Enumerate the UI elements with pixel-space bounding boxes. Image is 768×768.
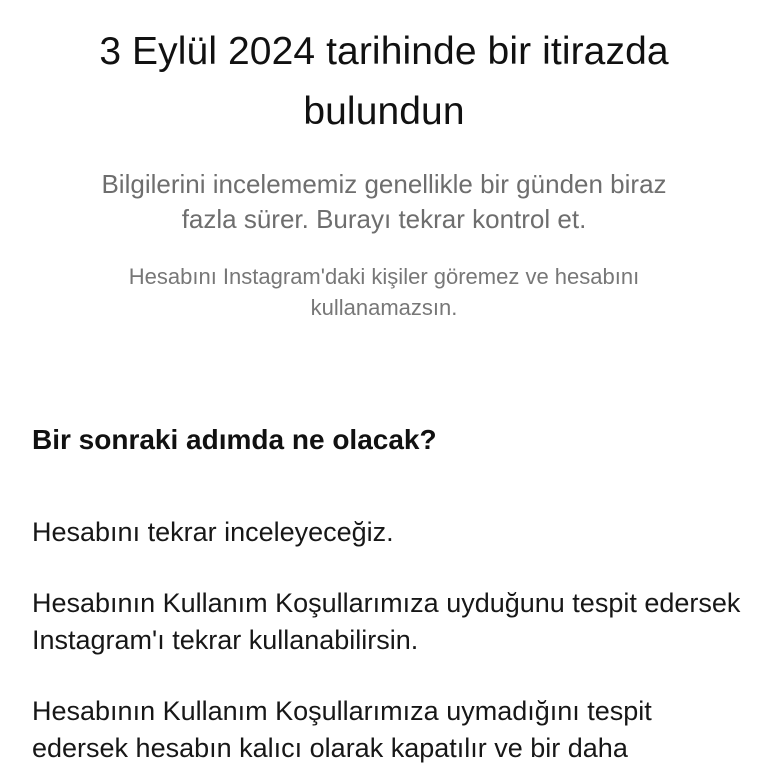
next-step-paragraph-review: Hesabını tekrar inceleyeceğiz. [32, 517, 394, 547]
next-step-paragraph-approved: Hesabının Kullanım Koşullarımıza uyduğunu tespit edersek Instagram'ı tekrar kullanabilirsin. [32, 588, 741, 655]
next-steps-section [32, 420, 744, 767]
next-steps-heading: Bir sonraki adımda ne olacak? [32, 424, 437, 455]
page-title: 3 Eylül 2024 tarihinde bir itirazda bulundun [99, 30, 669, 133]
review-status-text: Bilgilerini incelememiz genellikle bir günden biraz fazla sürer. Burayı tekrar kontrol et. [101, 169, 667, 234]
next-step-paragraph-rejected: Hesabının Kullanım Koşullarımıza uymadığını tespit edersek hesabın kalıcı olarak kapatılır ve bir daha [32, 696, 652, 763]
account-visibility-note: Hesabını Instagram'daki kişiler göremez ve hesabını kullanamazsın. [128, 264, 640, 320]
appeal-header [0, 22, 768, 323]
